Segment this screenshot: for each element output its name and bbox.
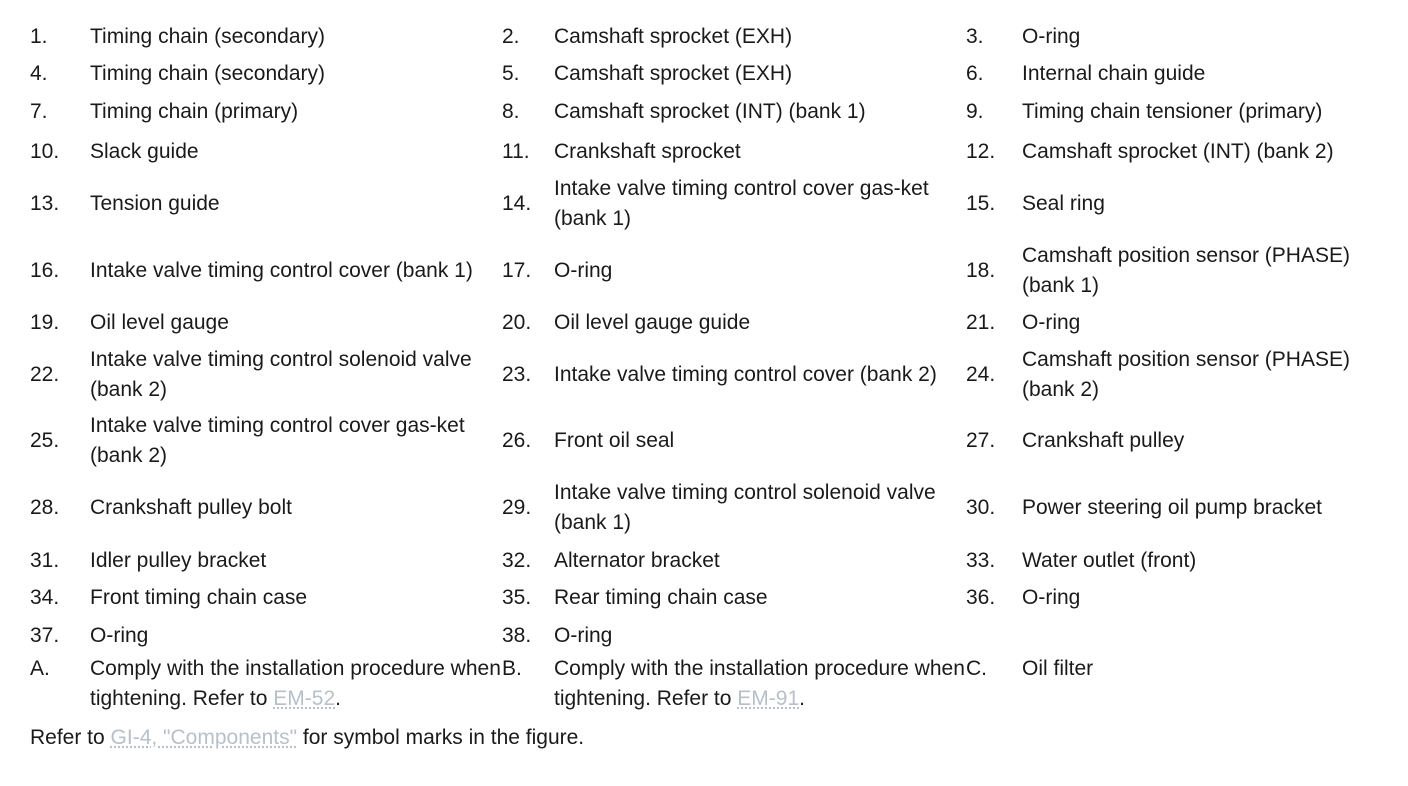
notes-row xyxy=(30,654,1400,718)
item-number: 18. xyxy=(966,258,996,282)
item-description: Intake valve timing control cover (bank 1) xyxy=(90,258,473,282)
legend-row xyxy=(30,579,1400,617)
item-number: 38. xyxy=(502,623,532,647)
legend-row xyxy=(30,92,1400,131)
footer-note xyxy=(30,723,584,753)
item-description: Water outlet (front) xyxy=(1022,548,1197,572)
item-description: Intake valve timing control cover gas-ket (bank 2) xyxy=(90,414,465,467)
legend-row xyxy=(30,305,1400,340)
item-description: O-ring xyxy=(1022,586,1081,609)
item-description: Crankshaft pulley bolt xyxy=(90,495,292,519)
item-description: Camshaft sprocket (EXH) xyxy=(554,61,793,85)
item-number: 4. xyxy=(30,61,48,85)
item-description: Alternator bracket xyxy=(554,548,720,572)
legend-row xyxy=(30,18,1400,55)
item-description: Intake valve timing control solenoid valve (bank 1) xyxy=(554,480,936,534)
legend-row xyxy=(30,131,1400,172)
item-description: O-ring xyxy=(1022,310,1081,334)
legend-row xyxy=(30,409,1400,473)
footer-before: Refer to xyxy=(30,726,111,749)
item-number: 25. xyxy=(30,429,60,452)
item-description: O-ring xyxy=(90,623,149,647)
item-description: O-ring xyxy=(554,623,613,647)
item-description: Timing chain tensioner (primary) xyxy=(1022,99,1323,123)
item-number: 19. xyxy=(30,310,60,334)
legend-row xyxy=(30,542,1400,579)
item-description: O-ring xyxy=(554,258,613,282)
item-description: Intake valve timing control cover (bank 2) xyxy=(554,362,937,386)
item-number: 16. xyxy=(30,258,60,282)
item-description: Internal chain guide xyxy=(1022,61,1206,85)
item-number: 15. xyxy=(966,192,996,215)
item-number: 30. xyxy=(966,495,996,519)
item-number: 13. xyxy=(30,192,60,215)
item-description: Seal ring xyxy=(1022,192,1105,215)
item-description: Crankshaft pulley xyxy=(1022,429,1185,452)
item-description: Oil level gauge xyxy=(90,310,229,334)
item-number: 26. xyxy=(502,429,532,452)
em-91-link[interactable]: EM-91 xyxy=(737,687,800,710)
legend-row xyxy=(30,473,1400,542)
item-number: 28. xyxy=(30,495,60,519)
em-52-link[interactable]: EM-52 xyxy=(273,687,336,710)
item-number: 36. xyxy=(966,586,996,609)
item-number: 7. xyxy=(30,99,48,123)
item-description: O-ring xyxy=(1022,24,1081,48)
item-description: Camshaft sprocket (EXH) xyxy=(554,24,793,48)
legend-row xyxy=(30,172,1400,236)
item-description: Power steering oil pump bracket xyxy=(1022,495,1322,519)
legend-row xyxy=(30,617,1400,654)
note-label-a: A. xyxy=(30,657,50,680)
item-number: 2. xyxy=(502,24,520,48)
item-number: 31. xyxy=(30,548,60,572)
item-description: Front timing chain case xyxy=(90,586,308,609)
item-number: 33. xyxy=(966,548,996,572)
item-description: Camshaft sprocket (INT) (bank 2) xyxy=(1022,139,1334,163)
item-description: Intake valve timing control cover gas-ket (bank 1) xyxy=(554,177,929,230)
note-text-b-body: Comply with the installation procedure when tightening. Refer to xyxy=(554,657,965,710)
item-number: 22. xyxy=(30,362,60,386)
note-text-a-period: . xyxy=(335,687,341,710)
legend-row xyxy=(30,55,1400,92)
item-number: 37. xyxy=(30,623,60,647)
item-number: 34. xyxy=(30,586,60,609)
item-number: 20. xyxy=(502,310,532,334)
item-number: 24. xyxy=(966,362,996,386)
item-number: 3. xyxy=(966,24,984,48)
item-description: Rear timing chain case xyxy=(554,586,768,609)
item-number: 17. xyxy=(502,258,532,282)
item-description: Camshaft position sensor (PHASE) (bank 1) xyxy=(1022,243,1350,297)
note-text-a-body: Comply with the installation procedure when tightening. Refer to xyxy=(90,657,501,710)
item-description: Intake valve timing control solenoid valve (bank 2) xyxy=(90,347,472,401)
note-text-b xyxy=(554,654,966,714)
item-number: 27. xyxy=(966,429,996,452)
gi-4-components-link[interactable]: GI-4, "Components" xyxy=(110,726,298,749)
item-number: 23. xyxy=(502,362,532,386)
item-number: 35. xyxy=(502,586,532,609)
item-description: Timing chain (primary) xyxy=(90,99,299,123)
item-description: Camshaft position sensor (PHASE) (bank 2) xyxy=(1022,347,1350,401)
item-number: 32. xyxy=(502,548,532,572)
note-text-c: Oil filter xyxy=(1022,657,1094,680)
legend-row xyxy=(30,340,1400,409)
item-description: Idler pulley bracket xyxy=(90,548,267,572)
note-label-b: B. xyxy=(502,657,522,680)
legend-row xyxy=(30,236,1400,305)
item-number: 21. xyxy=(966,310,996,334)
item-description: Tension guide xyxy=(90,192,220,215)
item-number: 1. xyxy=(30,24,48,48)
item-number: 10. xyxy=(30,139,60,163)
item-description: Crankshaft sprocket xyxy=(554,139,741,163)
parts-legend xyxy=(30,18,1400,718)
note-text-a xyxy=(90,654,502,714)
item-description: Oil level gauge guide xyxy=(554,310,751,334)
item-description: Timing chain (secondary) xyxy=(90,61,325,85)
item-description: Camshaft sprocket (INT) (bank 1) xyxy=(554,99,866,123)
item-description: Front oil seal xyxy=(554,429,675,452)
item-number: 9. xyxy=(966,99,984,123)
item-number: 6. xyxy=(966,61,984,85)
footer-after: for symbol marks in the figure. xyxy=(297,726,585,749)
item-number: 14. xyxy=(502,192,532,215)
item-number: 12. xyxy=(966,139,996,163)
item-number: 5. xyxy=(502,61,520,85)
item-description: Timing chain (secondary) xyxy=(90,24,325,48)
legend-rows xyxy=(30,18,1400,654)
note-label-c: C. xyxy=(966,657,987,680)
item-number: 29. xyxy=(502,495,532,519)
note-text-b-period: . xyxy=(799,687,805,710)
item-description: Slack guide xyxy=(90,139,199,163)
item-number: 11. xyxy=(502,139,530,163)
item-number: 8. xyxy=(502,99,520,123)
